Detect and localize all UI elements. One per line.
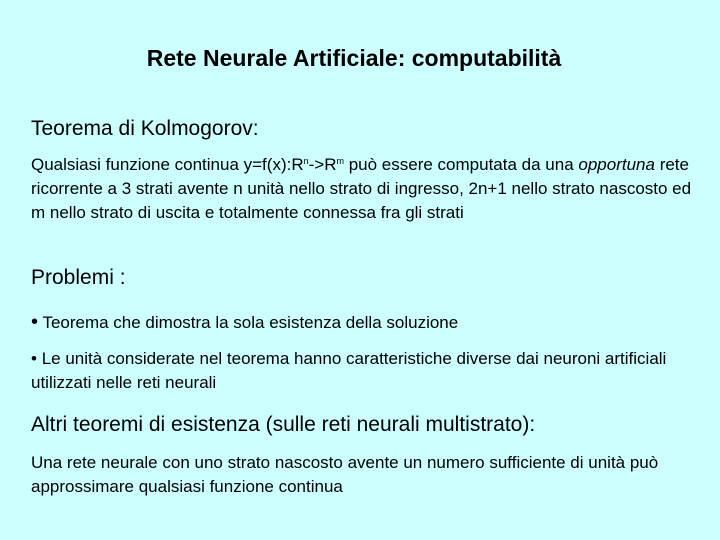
other-theorems-heading: Altri teoremi di esistenza (sulle reti neurali multistrato): <box>31 413 536 436</box>
slide-title: Rete Neurale Artificiale: computabilità <box>146 45 562 71</box>
kolmogorov-statement <box>31 153 701 225</box>
problem-item-2 <box>31 347 701 395</box>
other-theorems-text: Una rete neurale con uno strato nascosto avente un numero sufficiente di unità può approssimare qualsiasi funzione continua <box>31 453 659 496</box>
problem-item-text: Teorema che dimostra la sola esistenza della soluzione <box>42 313 459 332</box>
kolmogorov-text-part-2: ->R <box>308 155 337 174</box>
kolmogorov-text-part-3: può essere computata da una <box>344 155 579 174</box>
bullet-icon: • <box>31 311 39 333</box>
kolmogorov-text-part-1: Qualsiasi funzione continua y=f(x):R <box>31 155 304 174</box>
superscript-m: m <box>336 156 344 166</box>
problems-heading: Problemi : <box>31 266 126 289</box>
kolmogorov-heading: Teorema di Kolmogorov: <box>31 117 259 140</box>
superscript-n: n <box>303 156 309 166</box>
problem-item-text: Le unità considerate nel teorema hanno caratteristiche diverse dai neuroni artificiali utilizzati nelle reti neurali <box>31 349 667 392</box>
problem-item-1 <box>31 310 701 335</box>
kolmogorov-emphasis: opportuna <box>578 155 655 174</box>
bullet-icon: • <box>31 349 37 368</box>
kolmogorov-text-part-4: rete ricorrente a 3 strati avente n unità nello strato di ingresso, 2n+1 nello strato nascosto ed m nello strato di uscita e totalmente connessa fra gli strati <box>31 155 692 222</box>
